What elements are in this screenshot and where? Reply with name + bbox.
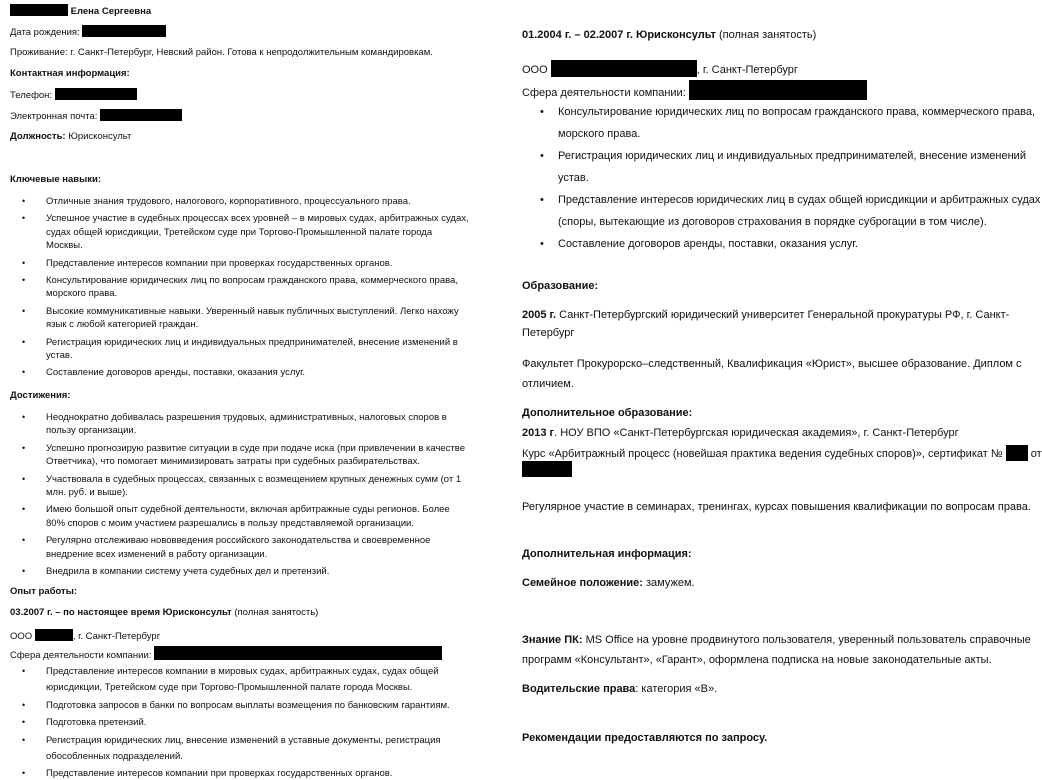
education-line-1: 2005 г. Санкт-Петербургский юридический университет Генеральной прокуратуры РФ, г. Санкт- xyxy=(522,309,1010,321)
experience-heading: Опыт работы: xyxy=(10,586,77,597)
job2-period: 01.2004 г. – 02.2007 г. Юрисконсульт (полная занятость) xyxy=(522,29,817,41)
list-item-line: пользу организации. xyxy=(46,425,137,437)
list-item-line: 80% споров с моим участием разрешались в пользу представляемой организации. xyxy=(46,517,414,529)
job1-org: ООО , г. Санкт-Петербург xyxy=(10,631,161,642)
redacted-block xyxy=(82,25,166,37)
phone-row: Телефон: xyxy=(10,88,137,102)
faculty-line-1: Факультет Прокурорско–следственный, Квалификация «Юрист», высшее образование. Диплом с xyxy=(522,358,1022,370)
job2-sphere: Сфера деятельности компании: xyxy=(522,80,867,101)
list-item-line: Неоднократно добивалась разрешения трудовых, административных, налоговых споров в xyxy=(46,412,447,423)
additional-education-heading: Дополнительное образование: xyxy=(522,407,693,419)
education-line-2: Петербург xyxy=(522,327,575,339)
list-item-line: Имею большой опыт судебной деятельности, включая арбитражные суды регионов. Более xyxy=(46,504,450,516)
list-item-line: морского права. xyxy=(46,288,118,300)
bullet-icon: • xyxy=(22,699,26,710)
list-item-line: Регистрация юридических лиц и индивидуальных предпринимателей, внесение изменений в xyxy=(46,336,458,348)
list-item-line: Регистрация юридических лиц, внесение изменений в уставные документы, регистрация xyxy=(46,734,441,746)
bullet-icon: • xyxy=(540,238,544,250)
list-item-line: язык с любой категорией граждан. xyxy=(46,319,199,331)
list-item-line: внедрение всех изменений в работу организации. xyxy=(46,548,268,560)
bullet-icon: • xyxy=(22,442,26,453)
list-item-line: Представление интересов компании при проверках государственных органов. xyxy=(46,768,393,779)
list-item-line: юрисдикции, Третейском суде при Торгово-Промышленной палате города Москвы. xyxy=(46,682,413,693)
list-item-line: Консультирование юридических лиц по вопросам гражданского права, коммерческого права, xyxy=(46,275,458,286)
list-item-line: Представление интересов компании при проверках государственных органов. xyxy=(46,257,393,269)
list-item-line: обособленных подразделений. xyxy=(46,750,183,762)
bullet-icon: • xyxy=(22,734,26,745)
email-row: Электронная почта: xyxy=(10,109,182,123)
bullet-icon: • xyxy=(22,666,26,676)
bullet-icon: • xyxy=(22,412,26,422)
list-item-line: Подготовка запросов в банки по вопросам выплаты возмещения по банковским гарантиям. xyxy=(46,699,450,711)
redacted-block xyxy=(522,461,572,477)
list-item-line: Внедрила в компании систему учета судебных дел и претензий. xyxy=(46,566,330,577)
bullet-icon: • xyxy=(540,150,544,162)
bullet-icon: • xyxy=(22,504,26,515)
redacted-block xyxy=(35,629,73,641)
list-item-line: Успешно прогнозирую развитие ситуации в суде при подаче иска (при привлечении в качестве xyxy=(46,442,465,454)
list-item-line: Успешное участие в судебных процессах всех уровней – в мировых судах, арбитражных судах, xyxy=(46,213,469,225)
bullet-icon: • xyxy=(22,717,26,727)
residence: Проживание: г. Санкт-Петербург, Невский район. Готова к непродолжительным командировкам. xyxy=(10,47,433,58)
achievements-heading: Достижения: xyxy=(10,390,71,401)
bullet-icon: • xyxy=(22,367,26,378)
list-item-line: Регистрация юридических лиц и индивидуальных предпринимателей, внесение изменений xyxy=(558,150,1026,162)
course-line: Курс «Арбитражный процесс (новейшая практика ведения судебных споров)», сертификат № от xyxy=(522,445,1042,462)
course-date xyxy=(522,461,572,478)
position-row: Должность: Юрисконсульт xyxy=(10,131,132,142)
bullet-icon: • xyxy=(22,257,26,268)
redacted-block xyxy=(689,80,867,100)
redacted-block xyxy=(1006,445,1028,461)
bullet-icon: • xyxy=(540,106,544,118)
full-name: Елена Сергеевна xyxy=(10,4,151,18)
bullet-icon: • xyxy=(22,213,26,224)
redacted-block xyxy=(55,88,137,100)
additional-info-heading: Дополнительная информация: xyxy=(522,548,692,560)
job2-org: ООО , г. Санкт-Петербург xyxy=(522,60,798,78)
redacted-block xyxy=(100,109,182,121)
bullet-icon: • xyxy=(22,566,26,576)
pc-line-1: Знание ПК: MS Office на уровне продвинутого пользователя, уверенный пользователь справочные xyxy=(522,634,1031,646)
references: Рекомендации предоставляются по запросу. xyxy=(522,732,768,744)
bullet-icon: • xyxy=(22,275,26,285)
bullet-icon: • xyxy=(22,768,26,778)
redacted-block xyxy=(10,4,68,16)
list-item-line: Представление интересов юридических лиц в судах общей юрисдикции и арбитражных судах xyxy=(558,194,1041,206)
list-item-line: (споры, вытекающие из договоров страхования в порядке суброгации в том числе). xyxy=(558,216,987,228)
list-item-line: Отличные знания трудового, налогового, корпоративного, процессуального права. xyxy=(46,196,411,207)
list-item-line: Консультирование юридических лиц по вопросам гражданского права, коммерческого права, xyxy=(558,106,1036,118)
dob-row: Дата рождения: xyxy=(10,25,166,39)
bullet-icon: • xyxy=(22,196,26,206)
bullet-icon: • xyxy=(540,194,544,206)
list-item-line: Высокие коммуникативные навыки. Уверенный навык публичных выступлений. Легко нахожу xyxy=(46,305,459,317)
list-item-line: Составление договоров аренды, поставки, оказания услуг. xyxy=(558,238,858,250)
seminars: Регулярное участие в семинарах, тренингах, курсах повышения квалификации по вопросам права. xyxy=(522,501,1031,513)
bullet-icon: • xyxy=(22,336,26,347)
skills-heading: Ключевые навыки: xyxy=(10,174,101,185)
list-item-line: устав. xyxy=(46,350,73,361)
list-item-line: Представление интересов компании в мировых судах, арбитражных судах, судах общей xyxy=(46,666,439,677)
redacted-block xyxy=(154,646,442,660)
list-item-line: Регулярно отслеживаю нововведения российского законодательства и своевременное xyxy=(46,535,431,547)
list-item-line: млн. руб. и выше). xyxy=(46,487,128,498)
list-item-line: Подготовка претензий. xyxy=(46,717,147,728)
pc-line-2: программ «Консультант», «Гарант», оформлена подписка на новые законодательные акты. xyxy=(522,654,992,666)
job1-period: 03.2007 г. – по настоящее время Юрисконсульт (полная занятость) xyxy=(10,607,319,618)
list-item-line: судах общей юрисдикции, Третейском суде при Торгово-Промышленной палате города xyxy=(46,226,433,238)
list-item-line: Составление договоров аренды, поставки, оказания услуг. xyxy=(46,367,306,379)
list-item-line: Участвовала в судебных процессах, связанных с возмещением крупных денежных сумм (от 1 xyxy=(46,473,462,485)
additional-education-org: 2013 г. НОУ ВПО «Санкт-Петербургская юридическая академия», г. Санкт-Петербург xyxy=(522,427,959,439)
license-row: Водительские права: категория «B». xyxy=(522,683,718,695)
bullet-icon: • xyxy=(22,305,26,316)
list-item-line: Москвы. xyxy=(46,240,83,252)
bullet-icon: • xyxy=(22,473,26,484)
education-heading: Образование: xyxy=(522,280,599,292)
family-row: Семейное положение: замужем. xyxy=(522,577,695,589)
faculty-line-2: отличием. xyxy=(522,378,574,390)
contacts-heading: Контактная информация: xyxy=(10,68,130,79)
list-item-line: устав. xyxy=(558,172,589,184)
list-item-line: Ответчика), что помогает минимизировать затраты при судебных разбирательствах. xyxy=(46,456,420,468)
job1-sphere: Сфера деятельности компании: xyxy=(10,646,442,662)
list-item-line: морского права. xyxy=(558,128,641,140)
bullet-icon: • xyxy=(22,535,26,546)
redacted-block xyxy=(551,60,697,77)
